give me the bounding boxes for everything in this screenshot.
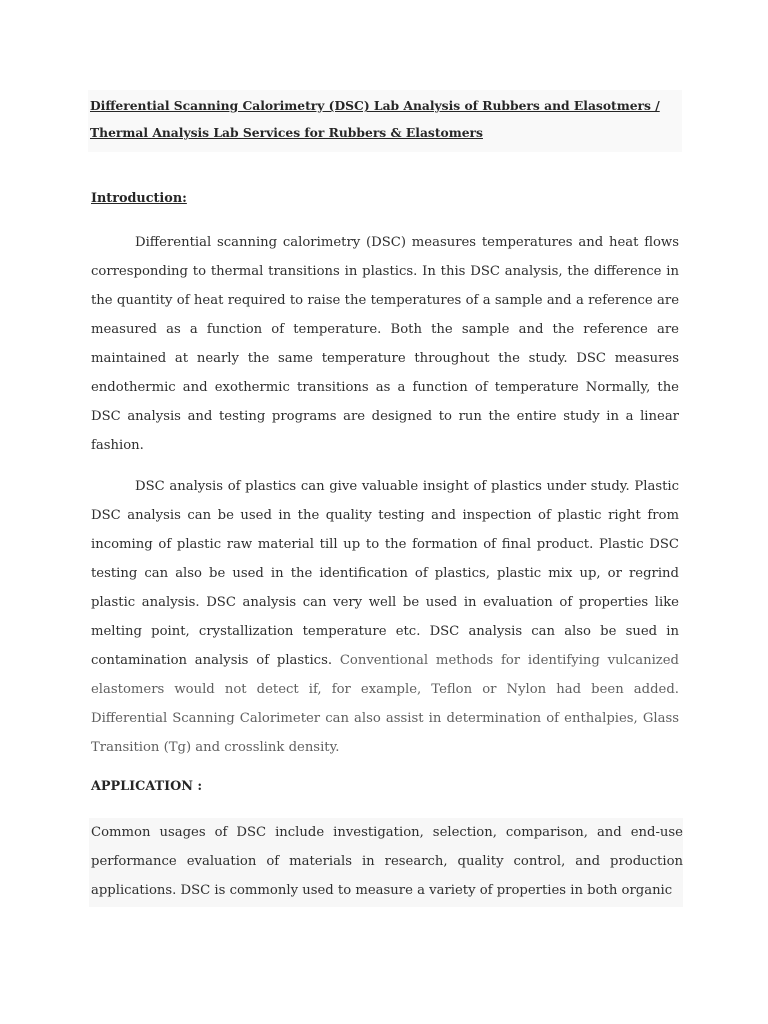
analysis-paragraph-muted-text: Conventional methods for identifying vulcanized elastomers would not detect if, for example, Teflon or Nylon had been added. Differential Scanning Calorimeter can also assist in determination of enthalpies, Glass Transition (Tg) and crosslink density.: [91, 653, 679, 755]
document-title: [88, 90, 682, 152]
analysis-paragraph: [91, 472, 679, 762]
title-line-1: Differential Scanning Calorimetry (DSC) Lab Analysis of Rubbers and Elasotmers /: [90, 98, 660, 113]
application-paragraph: Common usages of DSC include investigation, selection, comparison, and end-use performance evaluation of materials in research, quality control, and production applications. DSC is commonly used to measure a variety of properties in both organic: [89, 818, 683, 907]
introduction-paragraph-text: Differential scanning calorimetry (DSC) measures temperatures and heat flows corresponding to thermal transitions in plastics. In this DSC analysis, the difference in the quantity of heat required to raise the temperatures of a sample and a reference are measured as a function of temperature. Both the sample and the reference are maintained at nearly the same temperature throughout the study. DSC measures endothermic and exothermic transitions as a function of temperature Normally, the DSC analysis and testing programs are designed to run the entire study in a linear fashion.: [91, 235, 679, 453]
application-heading: APPLICATION :: [91, 779, 203, 794]
introduction-heading: Introduction:: [91, 191, 187, 206]
introduction-paragraph: [91, 228, 679, 460]
title-line-2: Thermal Analysis Lab Services for Rubbers & Elastomers: [90, 125, 483, 140]
analysis-paragraph-text: DSC analysis of plastics can give valuable insight of plastics under study. Plastic DSC analysis can be used in the quality testing and inspection of plastic right from incoming of plastic raw material till up to the formation of final product. Plastic DSC testing can also be used in the identification of plastics, plastic mix up, or regrind plastic analysis. DSC analysis can very well be used in evaluation of properties like melting point, crystallization temperature etc. DSC analysis can also be sued in contamination analysis of plastics.: [91, 479, 679, 668]
